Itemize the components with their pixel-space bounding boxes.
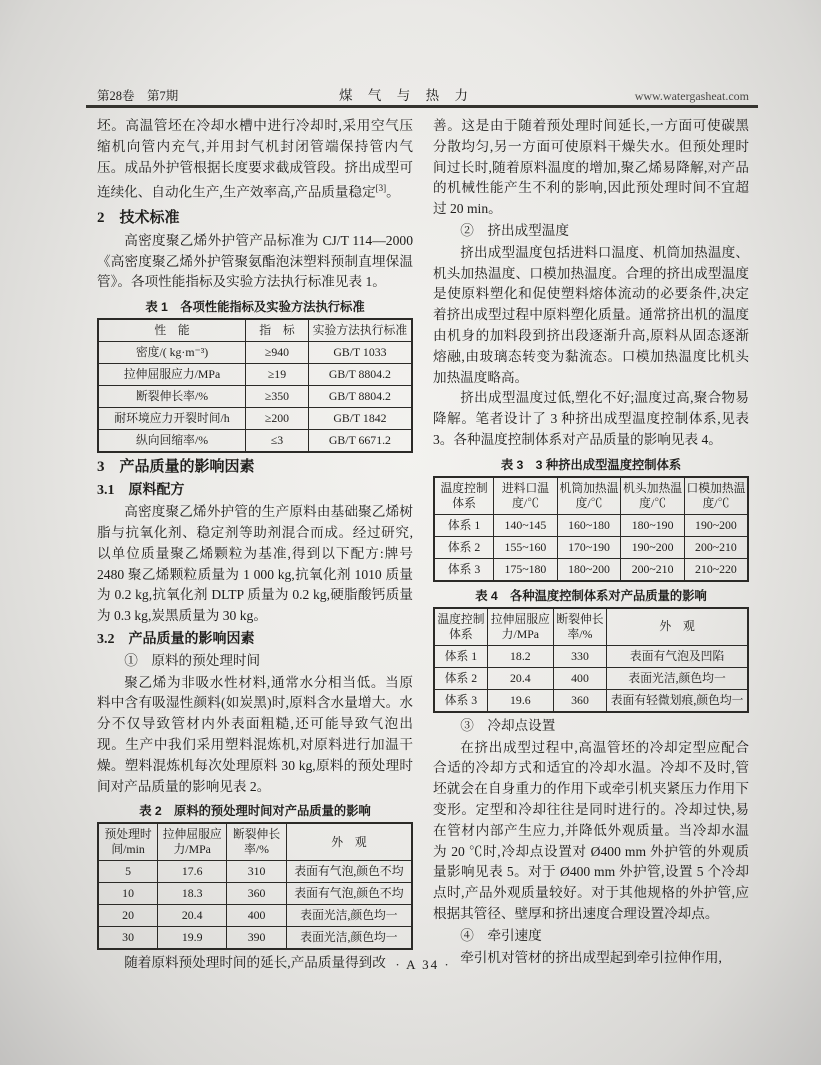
- table-row: [434, 667, 748, 689]
- table-4-header-cell: 断裂伸长率/%: [553, 608, 606, 646]
- section-3-1-heading: 3.1 原料配方: [97, 483, 185, 499]
- page-number: · A 34 ·: [395, 957, 451, 972]
- table-cell: 155~160: [494, 536, 558, 558]
- header-rule: [86, 105, 758, 108]
- table-cell: GB/T 1842: [308, 408, 412, 430]
- table-3: [433, 476, 749, 582]
- table-cell: 200~210: [684, 536, 748, 558]
- table-cell: 330: [553, 645, 606, 667]
- table-3-header-cell: 口模加热温度/℃: [684, 477, 748, 515]
- item-3-title: ③ 冷却点设置: [460, 717, 556, 733]
- table-cell: 400: [553, 667, 606, 689]
- table-cell: 表面光洁,颜色均一: [286, 927, 412, 950]
- table-3-header-row: [434, 477, 748, 515]
- table-cell: 190~200: [684, 514, 748, 536]
- table-cell: ≥940: [246, 342, 309, 364]
- table-cell: 175~180: [494, 558, 558, 581]
- table-1: [97, 318, 413, 453]
- paragraph-carryover: [97, 116, 413, 204]
- table-cell: 200~210: [621, 558, 685, 581]
- table-4-header-cell: 拉伸屈服应力/MPa: [487, 608, 553, 646]
- item-2-paragraph-1: 挤出成型温度包括进料口温度、机筒加热温度、机头加热温度、口模加热温度。合理的挤出成型温度是使原料塑化和促使塑料熔体流动的必要条件,决定着挤出成型过程中原料塑化质量。通常挤出机的温度由机身的加料段到挤出段逐渐升高,原料从固态逐渐熔融,由玻璃态转变为黏流态。口模加热温度比机头加热温度略高。: [433, 244, 749, 385]
- table-cell: 17.6: [158, 861, 227, 883]
- page-header: [97, 84, 749, 104]
- section-3-heading: 3 产品质量的影响因素: [97, 459, 255, 476]
- table-cell: 体系 2: [434, 667, 487, 689]
- table-cell: GB/T 8804.2: [308, 386, 412, 408]
- table-cell: 表面有气泡,颜色不均: [286, 883, 412, 905]
- table-cell: 190~200: [621, 536, 685, 558]
- table-cell: 400: [227, 905, 287, 927]
- table-cell: 160~180: [557, 514, 621, 536]
- table-1-caption: 表 1 各项性能指标及实验方法执行标准: [145, 300, 365, 315]
- page-footer: [97, 957, 749, 973]
- table-1-header-cell: 实验方法执行标准: [308, 319, 412, 342]
- table-row: [98, 430, 412, 453]
- volume-issue: 第28卷 第7期: [97, 89, 179, 103]
- table-cell: 5: [98, 861, 158, 883]
- table-cell: 360: [553, 689, 606, 712]
- carryover-text: 坯。高温管坯在冷却水槽中进行冷却时,采用空气压缩机向管内充气,并用封气机封闭管端保持管内气压。成品外护管根据长度要求截成管段。挤出成型可连续化、自动化生产,生产效率高,产品质量稳定: [97, 118, 413, 200]
- table-1-header-cell: 性 能: [98, 319, 246, 342]
- table-4: [433, 607, 749, 713]
- table-row: [434, 645, 748, 667]
- table-2: [97, 822, 413, 950]
- table-cell: ≥19: [246, 364, 309, 386]
- table-cell: 20.4: [487, 667, 553, 689]
- item-1-paragraph: 聚乙烯为非吸水性材料,通常水分相当低。当原料中含有吸湿性颜料(如炭黑)时,原料含水量增大。水分不仅导致管材内外表面粗糙,还可能导致气泡出现。生产中我们采用塑料混炼机,对原料进行加温干燥。塑料混炼机每次处理原料 30 kg,原料的预处理时间对产品质量的影响见表 2。: [97, 674, 413, 794]
- table-4-header-row: [434, 608, 748, 646]
- section-2-heading: 2 技术标准: [97, 209, 180, 226]
- paragraph-continue: 善。这是由于随着预处理时间延长,一方面可使碳黑分散均匀,另一方面可使原料干燥失水。但预处理时间过长时,随着原料温度的增加,聚乙烯易降解,对产品的机械性能产生不利的影响,因此预处理时间不宜超过 20 min。: [433, 118, 749, 217]
- table-cell: ≤3: [246, 430, 309, 453]
- table-cell: ≥350: [246, 386, 309, 408]
- table-2-header-cell: 外 观: [286, 823, 412, 861]
- table-cell: 180~200: [557, 558, 621, 581]
- table-cell: 180~190: [621, 514, 685, 536]
- table-row: [98, 342, 412, 364]
- table-cell: 表面有气泡,颜色不均: [286, 861, 412, 883]
- table-cell: 表面有轻微划痕,颜色均一: [607, 689, 748, 712]
- table-cell: 拉伸屈服应力/MPa: [98, 364, 246, 386]
- table-2-header-cell: 预处理时间/min: [98, 823, 158, 861]
- table-cell: 18.2: [487, 645, 553, 667]
- table-3-caption: 表 3 3 种挤出成型温度控制体系: [500, 457, 682, 472]
- table-cell: 表面光洁,颜色均一: [607, 667, 748, 689]
- section-3-2-heading: 3.2 产品质量的影响因素: [97, 631, 255, 647]
- table-cell: 20.4: [158, 905, 227, 927]
- left-column: [97, 116, 413, 974]
- table-cell: GB/T 6671.2: [308, 430, 412, 453]
- table-cell: GB/T 1033: [308, 342, 412, 364]
- table-cell: 体系 1: [434, 645, 487, 667]
- table-cell: ≥200: [246, 408, 309, 430]
- table-cell: 18.3: [158, 883, 227, 905]
- two-column-body: [97, 116, 749, 974]
- table-cell: 纵向回缩率/%: [98, 430, 246, 453]
- table-cell: 360: [227, 883, 287, 905]
- table-cell: 体系 1: [434, 514, 494, 536]
- table-row: [434, 558, 748, 581]
- paragraph-improve: 随着原料预处理时间的延长,产品质量得到改: [124, 955, 386, 971]
- table-cell: 体系 2: [434, 536, 494, 558]
- table-row: [434, 514, 748, 536]
- table-2-header-cell: 拉伸屈服应力/MPa: [158, 823, 227, 861]
- item-1-title: ① 原料的预处理时间: [124, 652, 261, 668]
- table-cell: 表面光洁,颜色均一: [286, 905, 412, 927]
- table-2-header-row: [98, 823, 412, 861]
- table-4-caption: 表 4 各种温度控制体系对产品质量的影响: [475, 588, 707, 603]
- carryover-period: 。: [386, 184, 400, 200]
- table-row: [98, 883, 412, 905]
- table-cell: GB/T 8804.2: [308, 364, 412, 386]
- table-cell: 密度/( kg·m⁻³): [98, 342, 246, 364]
- table-cell: 140~145: [494, 514, 558, 536]
- table-cell: 390: [227, 927, 287, 950]
- table-cell: 170~190: [557, 536, 621, 558]
- table-3-header-cell: 机筒加热温度/℃: [557, 477, 621, 515]
- table-4-header-cell: 外 观: [607, 608, 748, 646]
- section-2-paragraph: 高密度聚乙烯外护管产品标准为 CJ/T 114—2000《高密度聚乙烯外护管聚氨酯泡沫塑料预制直埋保温管》。各项性能指标及实验方法执行标准见表 1。: [97, 232, 413, 290]
- table-cell: 310: [227, 861, 287, 883]
- table-cell: 19.6: [487, 689, 553, 712]
- item-3-paragraph: 在挤出成型过程中,高温管坯的冷却定型应配合合适的冷却方式和适宜的冷却水温。冷却不及时,管坯就会在自身重力的作用下或牵引机夹紧压力作用下变形。定型和冷却往往是同时进行的。冷却过快,易在管材内部产生应力,并降低外观质量。当冷却水温为 20 ℃时,冷却点设置对 Ø400 mm 外护管的外观质量影响见表 5。对于 Ø400 mm 外护管,设置 5 个冷却点时,产品外观质量较好。对于其他规格的外护管,应根据其管径、壁厚和挤出速度合理设置冷却点。: [433, 739, 749, 921]
- journal-website: www.watergasheat.com: [634, 89, 749, 103]
- table-4-header-cell: 温度控制体系: [434, 608, 487, 646]
- table-cell: 19.9: [158, 927, 227, 950]
- table-row: [434, 689, 748, 712]
- table-1-header-row: [98, 319, 412, 342]
- table-2-caption: 表 2 原料的预处理时间对产品质量的影响: [139, 804, 371, 819]
- right-column: [433, 116, 749, 974]
- table-3-header-cell: 进料口温度/℃: [494, 477, 558, 515]
- table-cell: 表面有气泡及凹陷: [607, 645, 748, 667]
- table-cell: 耐环境应力开裂时间/h: [98, 408, 246, 430]
- item-4-title: ④ 牵引速度: [460, 927, 542, 943]
- table-cell: 10: [98, 883, 158, 905]
- item-2-paragraph-2: 挤出成型温度过低,塑化不好;温度过高,聚合物易降解。笔者设计了 3 种挤出成型温度控制体系,见表 3。各种温度控制体系对产品质量的影响见表 4。: [433, 390, 749, 447]
- section-3-1-paragraph: 高密度聚乙烯外护管的生产原料由基础聚乙烯树脂与抗氧化剂、稳定剂等助剂混合而成。经过研究,以单位质量聚乙烯颗粒为基准,得到以下配方:牌号 2480 聚乙烯颗粒质量为 1 000 kg,抗氧化剂 1010 质量为 0.2 kg,抗氧化剂 DLTP 质量为 0.2 kg,硬脂酸钙质量为 0.3 kg,炭黑质量为 30 kg。: [97, 504, 413, 624]
- table-cell: 体系 3: [434, 689, 487, 712]
- journal-title: 煤 气 与 热 力: [338, 88, 474, 103]
- reference-superscript: [3]: [375, 183, 387, 194]
- table-row: [98, 905, 412, 927]
- table-row: [98, 861, 412, 883]
- table-cell: 30: [98, 927, 158, 950]
- table-row: [98, 927, 412, 950]
- item-2-title: ② 挤出成型温度: [460, 222, 569, 238]
- table-row: [98, 364, 412, 386]
- table-cell: 断裂伸长率/%: [98, 386, 246, 408]
- table-row: [434, 536, 748, 558]
- table-row: [98, 386, 412, 408]
- table-row: [98, 408, 412, 430]
- table-3-header-cell: 温度控制体系: [434, 477, 494, 515]
- item-4-paragraph: 牵引机对管材的挤出成型起到牵引拉伸作用,: [460, 949, 722, 965]
- table-cell: 210~220: [684, 558, 748, 581]
- table-3-header-cell: 机头加热温度/℃: [621, 477, 685, 515]
- table-cell: 体系 3: [434, 558, 494, 581]
- table-cell: 20: [98, 905, 158, 927]
- table-1-header-cell: 指 标: [246, 319, 309, 342]
- table-2-header-cell: 断裂伸长率/%: [227, 823, 287, 861]
